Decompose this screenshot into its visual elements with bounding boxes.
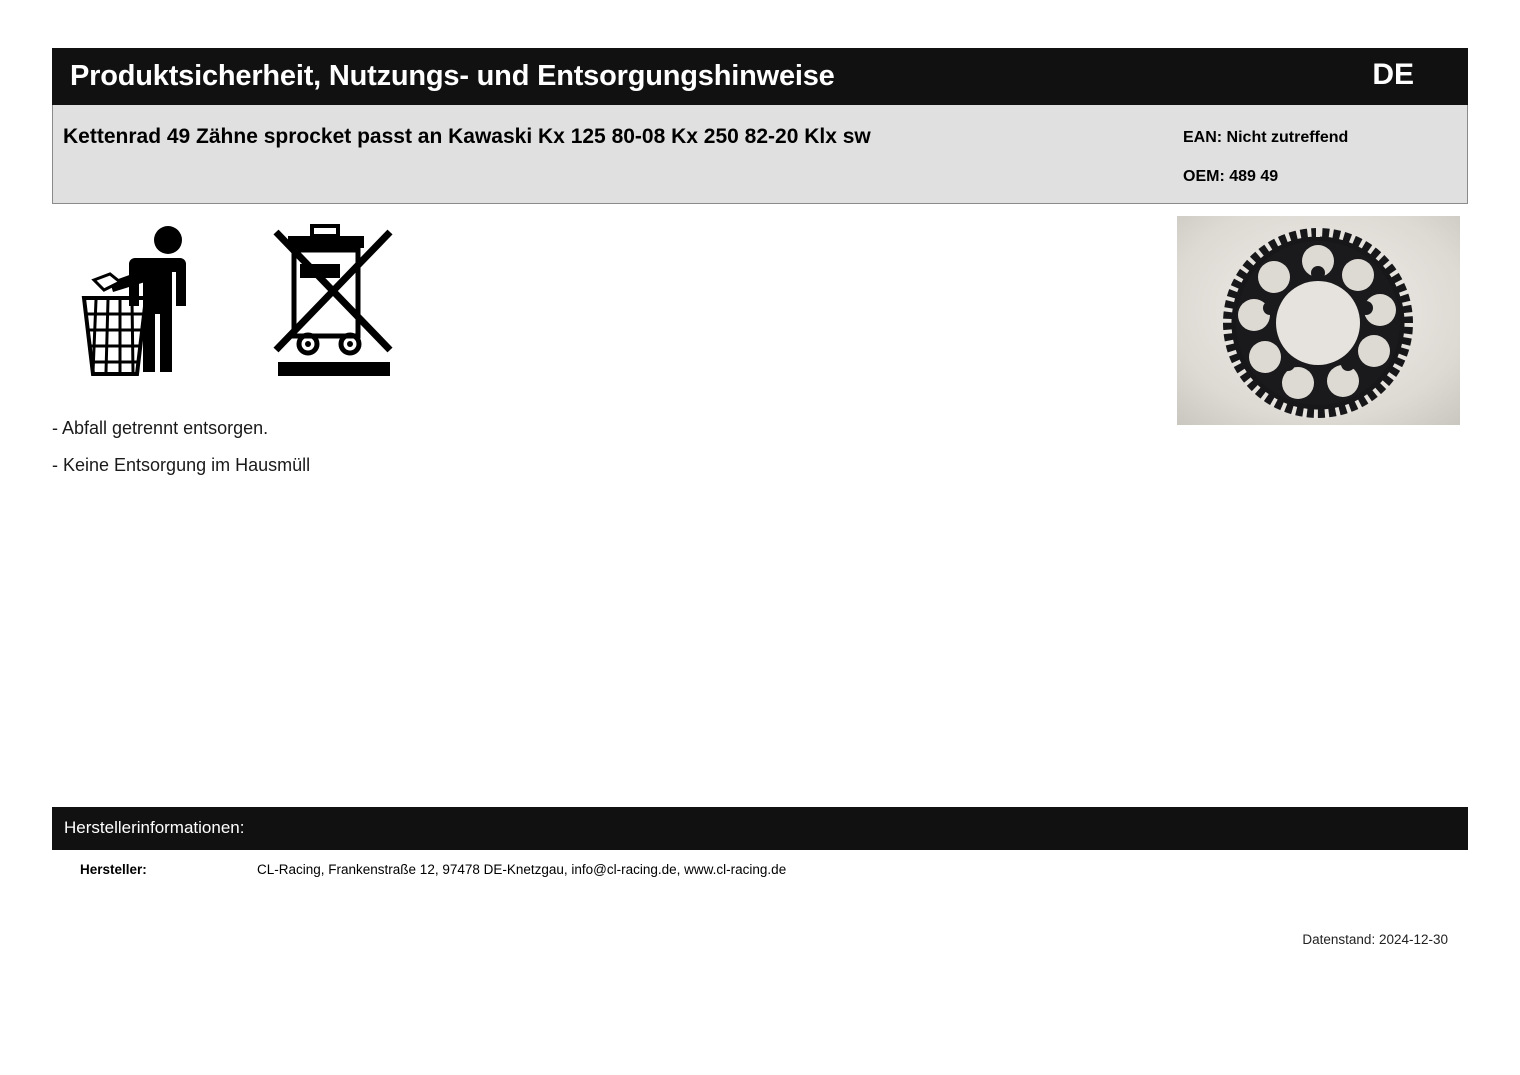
product-title: Kettenrad 49 Zähne sprocket passt an Kawaski Kx 125 80-08 Kx 250 82-20 Klx sw xyxy=(63,125,871,148)
product-info-bar xyxy=(52,105,1468,204)
manufacturer-info-bar xyxy=(52,807,1468,850)
ean-label: EAN: Nicht zutreffend xyxy=(1183,129,1349,146)
manufacturer-value: CL-Racing, Frankenstraße 12, 97478 DE-Knetzgau, info@cl-racing.de, www.cl-racing.de xyxy=(257,862,787,877)
oem-label: OEM: 489 49 xyxy=(1183,168,1279,185)
manufacturer-key: Hersteller: xyxy=(80,862,147,877)
disposal-notes xyxy=(52,410,952,484)
pictogram-area xyxy=(80,222,420,382)
datestamp: Datenstand: 2024-12-30 xyxy=(1302,932,1448,947)
disposal-note: - Keine Entsorgung im Hausmüll xyxy=(52,455,311,475)
page-title: Produktsicherheit, Nutzungs- und Entsorgungshinweise xyxy=(70,60,835,92)
manufacturer-info-label: Herstellerinformationen: xyxy=(64,818,245,837)
do-not-litter-icon xyxy=(80,222,220,387)
disposal-note: - Abfall getrennt entsorgen. xyxy=(52,418,269,438)
weee-crossed-out-wheelie-bin-icon xyxy=(270,222,400,387)
header-bar xyxy=(52,48,1468,105)
language-badge: DE xyxy=(1372,58,1414,91)
product-image xyxy=(1177,216,1460,425)
manufacturer-row xyxy=(52,862,1468,882)
